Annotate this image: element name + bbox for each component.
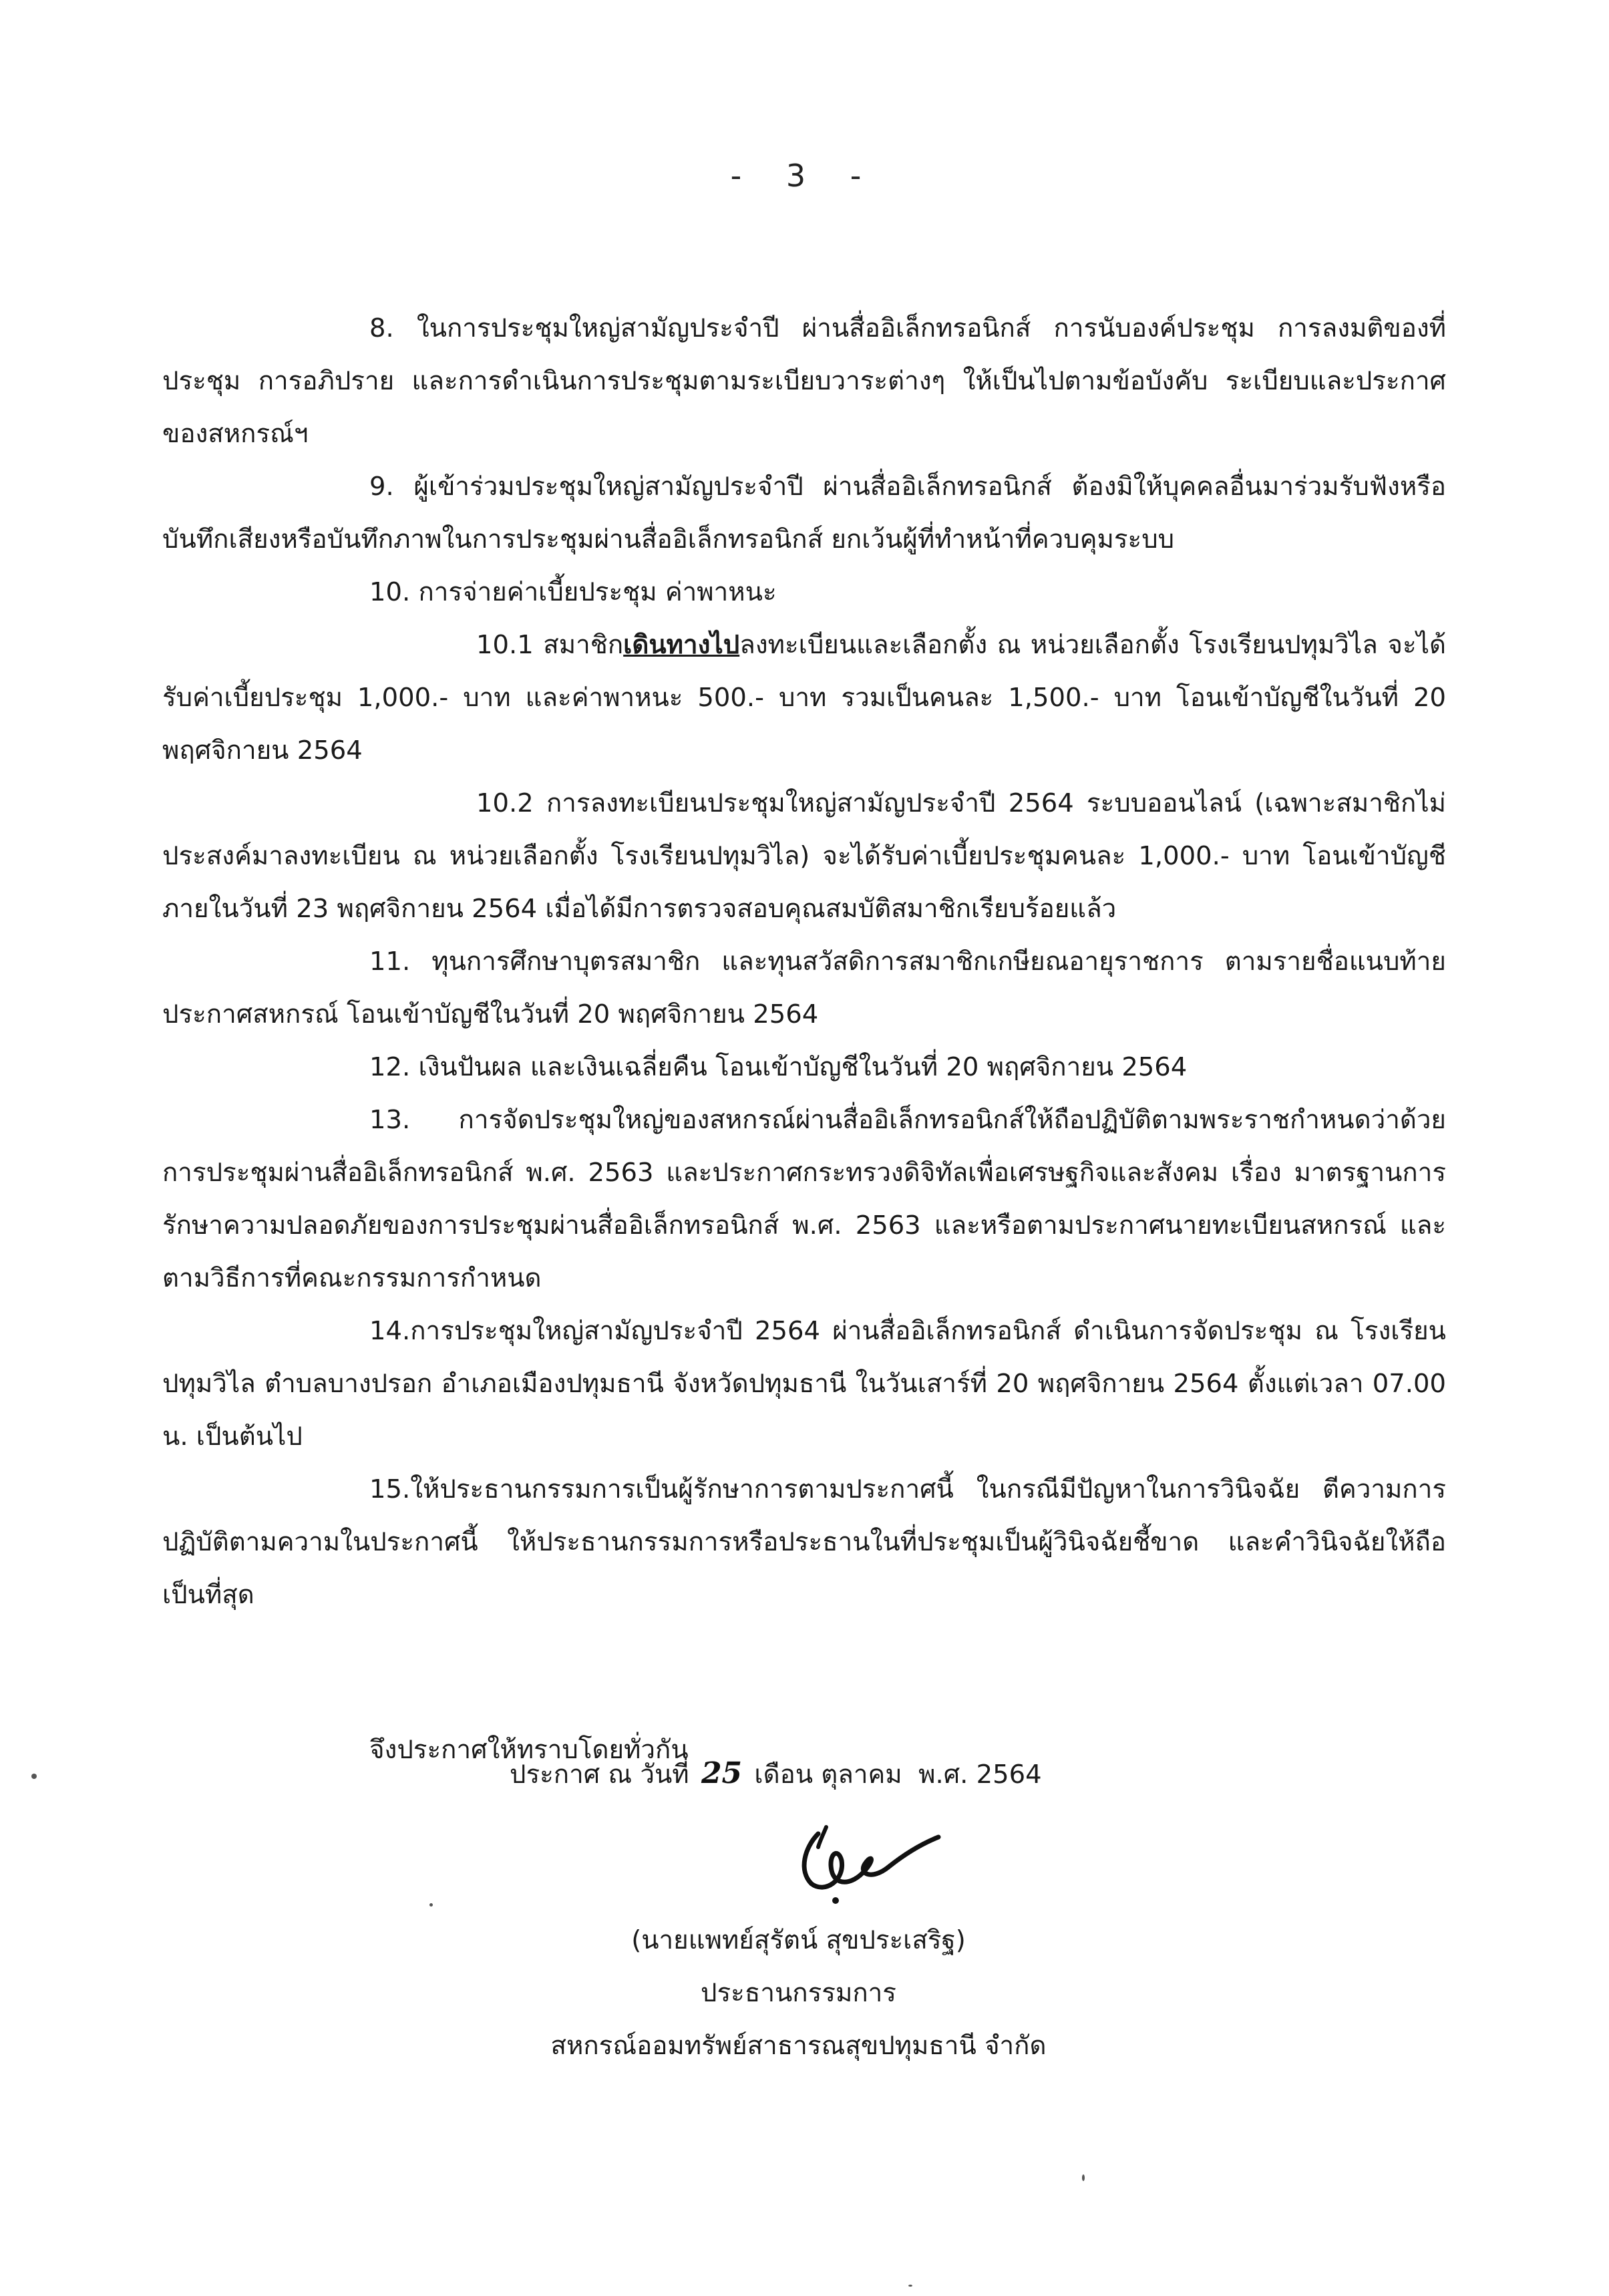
clause-12: 12. เงินปันผล และเงินเฉลี่ยคืน โอนเข้าบัญชีในวันที่ 20 พฤศจิกายน 2564	[369, 1052, 1188, 1082]
document-body	[162, 302, 1446, 1776]
announcement-date	[510, 1747, 1042, 1801]
clause-13: 13. การจัดประชุมใหญ่ของสหกรณ์ผ่านสื่ออิเล็กทรอนิกส์ให้ถือปฏิบัติตามพระราชกำหนดว่าด้วยการประชุมผ่านสื่ออิเล็กทรอนิกส์ พ.ศ. 2563 และประกาศกระทรวงดิจิทัลเพื่อเศรษฐกิจและสังคม เรื่อง มาตรฐานการรักษาความปลอดภัยของการประชุมผ่านสื่ออิเล็กทรอนิกส์ พ.ศ. 2563 และหรือตามประกาศนายทะเบียนสหกรณ์ และตามวิธีการที่คณะกรรมการกำหนด	[162, 1105, 1446, 1293]
clause-10-1-prefix: 10.1 สมาชิก	[476, 630, 624, 660]
clause-10-1-suffix: ลงทะเบียนและเลือกตั้ง ณ หน่วยเลือกตั้ง โรงเรียนปทุมวิไล จะได้รับค่าเบี้ยประชุม 1,000.- บาท และค่าพาหนะ 500.- บาท รวมเป็นคนละ 1,500.- บาท โอนเข้าบัญชีในวันที่ 20 พฤศจิกายน 2564	[162, 630, 1446, 766]
clause-10: 10. การจ่ายค่าเบี้ยประชุม ค่าพาหนะ	[369, 577, 777, 607]
date-year: พ.ศ. 2564	[918, 1760, 1042, 1790]
signatory-organization: สหกรณ์ออมทรัพย์สาธารณสุขปทุมธานี จำกัด	[550, 2031, 1047, 2061]
scan-speck	[908, 2285, 912, 2287]
handwritten-signature	[771, 1807, 945, 1907]
clause-9: 9. ผู้เข้าร่วมประชุมใหญ่สามัญประจำปี ผ่านสื่ออิเล็กทรอนิกส์ ต้องมิให้บุคคลอื่นมาร่วมรับฟังหรือบันทึกเสียงหรือบันทึกภาพในการประชุมผ่านสื่ออิเล็กทรอนิกส์ ยกเว้นผู้ที่ทำหน้าที่ควบคุมระบบ	[162, 472, 1446, 554]
scan-speck	[31, 1774, 37, 1779]
date-day-handwritten: 25	[701, 1756, 743, 1790]
scan-speck	[429, 1903, 433, 1907]
closing-statement: จึงประกาศให้ทราบโดยทั่วกัน	[369, 1735, 689, 1765]
clause-15: 15.ให้ประธานกรรมการเป็นผู้รักษาการตามประกาศนี้ ในกรณีมีปัญหาในการวินิจฉัย ตีความการปฏิบัติตามความในประกาศนี้ ให้ประธานกรรมการหรือประธานในที่ประชุมเป็นผู้วินิจฉัยชี้ขาด และคำวินิจฉัยให้ถือเป็นที่สุด	[162, 1474, 1446, 1610]
date-month: ตุลาคม	[821, 1760, 902, 1790]
date-month-label: เดือน	[754, 1760, 814, 1790]
signatory-block	[0, 1914, 1609, 2072]
page-number: - 3 -	[730, 158, 879, 194]
scan-speck	[1082, 2174, 1085, 2181]
clause-11: 11. ทุนการศึกษาบุตรสมาชิก และทุนสวัสดิการสมาชิกเกษียณอายุราชการ ตามรายชื่อแนบท้ายประกาศสหกรณ์ โอนเข้าบัญชีในวันที่ 20 พฤศจิกายน 2564	[162, 947, 1446, 1029]
clause-10-1	[162, 619, 1446, 777]
clause-10-2: 10.2 การลงทะเบียนประชุมใหญ่สามัญประจำปี 2564 ระบบออนไลน์ (เฉพาะสมาชิกไม่ประสงค์มาลงทะเบียน ณ หน่วยเลือกตั้ง โรงเรียนปทุมวิไล) จะได้รับค่าเบี้ยประชุมคนละ 1,000.- บาท โอนเข้าบัญชีภายในวันที่ 23 พฤศจิกายน 2564 เมื่อได้มีการตรวจสอบคุณสมบัติสมาชิกเรียบร้อยแล้ว	[162, 788, 1446, 924]
clause-14: 14.การประชุมใหญ่สามัญประจำปี 2564 ผ่านสื่ออิเล็กทรอนิกส์ ดำเนินการจัดประชุม ณ โรงเรียนปทุมวิไล ตำบลบางปรอก อำเภอเมืองปทุมธานี จังหวัดปทุมธานี ในวันเสาร์ที่ 20 พฤศจิกายน 2564 ตั้งแต่เวลา 07.00 น. เป็นต้นไป	[162, 1316, 1446, 1452]
date-prefix: ประกาศ ณ วันที่	[510, 1760, 689, 1790]
clause-10-1-emphasis: เดินทางไป	[623, 630, 740, 660]
clause-8: 8. ในการประชุมใหญ่สามัญประจำปี ผ่านสื่ออิเล็กทรอนิกส์ การนับองค์ประชุม การลงมติของที่ประชุม การอภิปราย และการดำเนินการประชุมตามระเบียบวาระต่างๆ ให้เป็นไปตามข้อบังคับ ระเบียบและประกาศของสหกรณ์ฯ	[162, 313, 1446, 449]
signatory-name: (นายแพทย์สุรัตน์ สุขประเสริฐ)	[631, 1925, 966, 1955]
signatory-position: ประธานกรรมการ	[701, 1978, 896, 2008]
